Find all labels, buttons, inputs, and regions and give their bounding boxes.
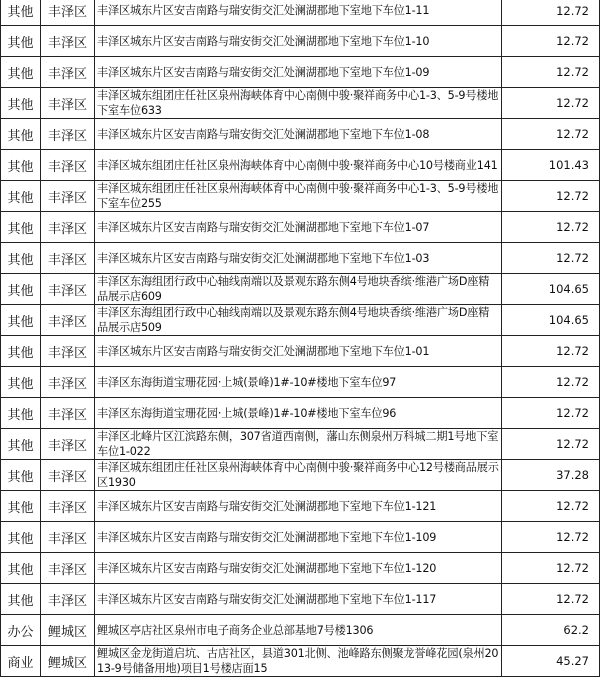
area-cell: 12.72	[502, 212, 600, 243]
address-cell: 丰泽区东海组团行政中心轴线南端以及景观东路东侧4号地块香缤·维港广场D座精品展示店509	[95, 305, 502, 336]
type-cell: 其他	[1, 305, 41, 336]
area-cell: 12.72	[502, 57, 600, 88]
district-cell: 丰泽区	[41, 274, 95, 305]
area-cell: 45.27	[502, 646, 600, 677]
type-cell: 其他	[1, 336, 41, 367]
area-cell: 12.72	[502, 429, 600, 460]
type-cell: 其他	[1, 584, 41, 615]
type-cell: 其他	[1, 398, 41, 429]
district-cell: 丰泽区	[41, 398, 95, 429]
address-cell: 鲤城区亭店社区泉州市电子商务企业总部基地7号楼1306	[95, 615, 502, 646]
area-cell: 12.72	[502, 243, 600, 274]
type-cell: 其他	[1, 522, 41, 553]
district-cell: 丰泽区	[41, 181, 95, 212]
address-cell: 丰泽区城东片区安吉南路与瑞安街交汇处澜湖郡地下室地下车位1-117	[95, 584, 502, 615]
address-cell: 丰泽区城东片区安吉南路与瑞安街交汇处澜湖郡地下室地下车位1-10	[95, 26, 502, 57]
address-cell: 丰泽区北峰片区江滨路东侧，307省道西南侧，藩山东侧泉州万科城二期1号地下室车位1-022	[95, 429, 502, 460]
address-cell: 丰泽区城东组团庄任社区泉州海峡体育中心南侧中骏·聚祥商务中心10号楼商业141	[95, 150, 502, 181]
district-cell: 鲤城区	[41, 615, 95, 646]
table-row	[1, 181, 600, 212]
area-cell: 12.72	[502, 398, 600, 429]
district-cell: 丰泽区	[41, 367, 95, 398]
district-cell: 丰泽区	[41, 460, 95, 491]
area-cell: 12.72	[502, 584, 600, 615]
district-cell: 丰泽区	[41, 26, 95, 57]
type-cell: 其他	[1, 0, 41, 26]
area-cell: 12.72	[502, 26, 600, 57]
type-cell: 其他	[1, 491, 41, 522]
table-row	[1, 553, 600, 584]
address-cell: 鲤城区金龙街道启坑、古店社区，县道301北侧、池峰路东侧聚龙誉峰花园(泉州2013-9号储备用地)项目1号楼店面15	[95, 646, 502, 677]
type-cell: 其他	[1, 429, 41, 460]
table-row	[1, 119, 600, 150]
district-cell: 丰泽区	[41, 243, 95, 274]
table-row	[1, 26, 600, 57]
type-cell: 其他	[1, 181, 41, 212]
district-cell: 丰泽区	[41, 0, 95, 26]
address-cell: 丰泽区城东片区安吉南路与瑞安街交汇处澜湖郡地下室地下车位1-08	[95, 119, 502, 150]
table-row	[1, 584, 600, 615]
area-cell: 104.65	[502, 305, 600, 336]
type-cell: 办公	[1, 615, 41, 646]
address-cell: 丰泽区城东片区安吉南路与瑞安街交汇处澜湖郡地下室地下车位1-11	[95, 0, 502, 26]
area-cell: 62.2	[502, 615, 600, 646]
district-cell: 丰泽区	[41, 491, 95, 522]
table-row	[1, 336, 600, 367]
district-cell: 丰泽区	[41, 305, 95, 336]
address-cell: 丰泽区城东片区安吉南路与瑞安街交汇处澜湖郡地下室地下车位1-07	[95, 212, 502, 243]
table-row	[1, 150, 600, 181]
type-cell: 其他	[1, 119, 41, 150]
address-cell: 丰泽区东海组团行政中心轴线南端以及景观东路东侧4号地块香缤·维港广场D座精品展示店609	[95, 274, 502, 305]
table-row	[1, 305, 600, 336]
type-cell: 商业	[1, 646, 41, 677]
table-row	[1, 57, 600, 88]
area-cell: 104.65	[502, 274, 600, 305]
table-row	[1, 398, 600, 429]
type-cell: 其他	[1, 553, 41, 584]
table-row	[1, 646, 600, 677]
address-cell: 丰泽区城东组团庄任社区泉州海峡体育中心南侧中骏·聚祥商务中心12号楼商品展示区1930	[95, 460, 502, 491]
table-row	[1, 274, 600, 305]
table-row	[1, 0, 600, 26]
area-cell: 12.72	[502, 181, 600, 212]
area-cell: 37.28	[502, 460, 600, 491]
table-row	[1, 460, 600, 491]
table-row	[1, 522, 600, 553]
district-cell: 丰泽区	[41, 212, 95, 243]
district-cell: 丰泽区	[41, 553, 95, 584]
address-cell: 丰泽区城东片区安吉南路与瑞安街交汇处澜湖郡地下室地下车位1-03	[95, 243, 502, 274]
type-cell: 其他	[1, 460, 41, 491]
address-cell: 丰泽区城东片区安吉南路与瑞安街交汇处澜湖郡地下室地下车位1-120	[95, 553, 502, 584]
area-cell: 12.72	[502, 119, 600, 150]
area-cell: 12.72	[502, 336, 600, 367]
area-cell: 101.43	[502, 150, 600, 181]
address-cell: 丰泽区城东片区安吉南路与瑞安街交汇处澜湖郡地下室地下车位1-121	[95, 491, 502, 522]
district-cell: 丰泽区	[41, 150, 95, 181]
district-cell: 丰泽区	[41, 57, 95, 88]
address-cell: 丰泽区城东片区安吉南路与瑞安街交汇处澜湖郡地下室地下车位1-109	[95, 522, 502, 553]
type-cell: 其他	[1, 88, 41, 119]
type-cell: 其他	[1, 212, 41, 243]
type-cell: 其他	[1, 274, 41, 305]
address-cell: 丰泽区城东片区安吉南路与瑞安街交汇处澜湖郡地下室地下车位1-09	[95, 57, 502, 88]
area-cell: 12.72	[502, 553, 600, 584]
district-cell: 丰泽区	[41, 584, 95, 615]
district-cell: 丰泽区	[41, 88, 95, 119]
type-cell: 其他	[1, 26, 41, 57]
table-row	[1, 429, 600, 460]
address-cell: 丰泽区东海街道宝珊花园·上城(景峰)1#-10#楼地下室车位96	[95, 398, 502, 429]
property-table-body	[1, 0, 600, 677]
area-cell: 12.72	[502, 367, 600, 398]
district-cell: 丰泽区	[41, 522, 95, 553]
address-cell: 丰泽区城东组团庄任社区泉州海峡体育中心南侧中骏·聚祥商务中心1-3、5-9号楼地下室车位255	[95, 181, 502, 212]
table-row	[1, 212, 600, 243]
table-row	[1, 367, 600, 398]
district-cell: 丰泽区	[41, 119, 95, 150]
type-cell: 其他	[1, 150, 41, 181]
table-row	[1, 491, 600, 522]
type-cell: 其他	[1, 57, 41, 88]
area-cell: 12.72	[502, 0, 600, 26]
address-cell: 丰泽区城东组团庄任社区泉州海峡体育中心南侧中骏·聚祥商务中心1-3、5-9号楼地下室车位633	[95, 88, 502, 119]
table-row	[1, 88, 600, 119]
address-cell: 丰泽区城东片区安吉南路与瑞安街交汇处澜湖郡地下室地下车位1-01	[95, 336, 502, 367]
type-cell: 其他	[1, 243, 41, 274]
area-cell: 12.72	[502, 522, 600, 553]
table-row	[1, 615, 600, 646]
district-cell: 丰泽区	[41, 429, 95, 460]
area-cell: 12.72	[502, 88, 600, 119]
table-row	[1, 243, 600, 274]
address-cell: 丰泽区东海街道宝珊花园·上城(景峰)1#-10#楼地下室车位97	[95, 367, 502, 398]
type-cell: 其他	[1, 367, 41, 398]
district-cell: 丰泽区	[41, 336, 95, 367]
district-cell: 鲤城区	[41, 646, 95, 677]
area-cell: 12.72	[502, 491, 600, 522]
